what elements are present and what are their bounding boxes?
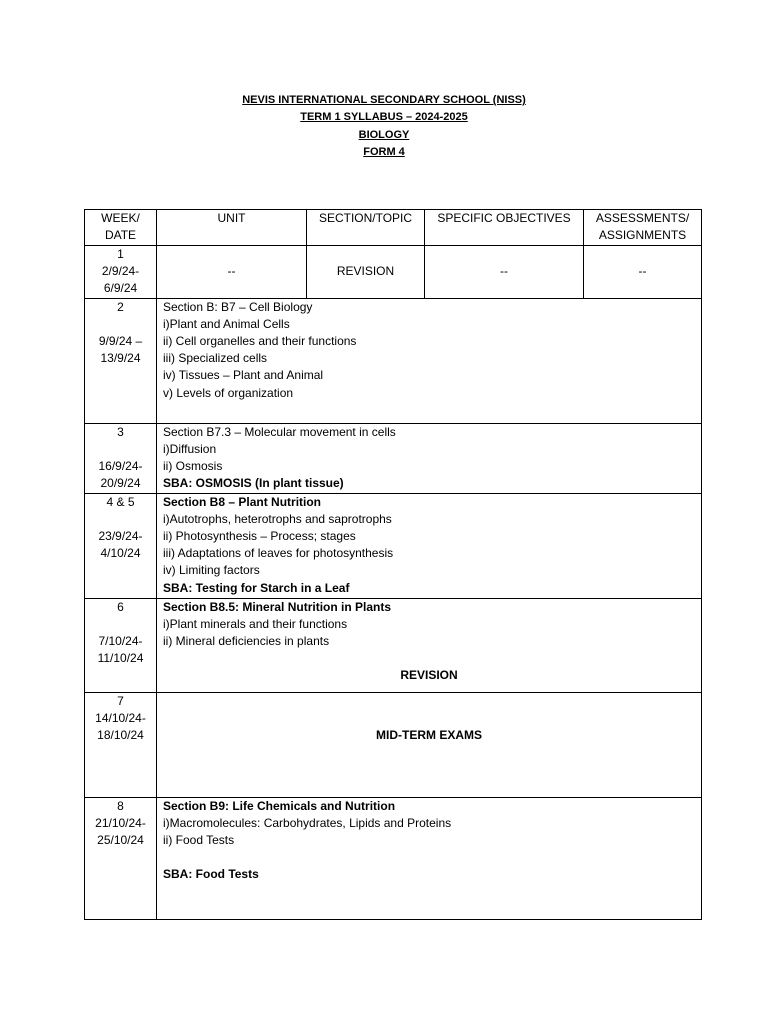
week-date-cell bbox=[85, 692, 157, 797]
week-date-cell bbox=[85, 423, 157, 493]
content-line: ii) Osmosis bbox=[163, 459, 223, 474]
week-dates: 7/10/24- 11/10/24 bbox=[97, 634, 144, 666]
table-row bbox=[85, 598, 702, 692]
content-line: iv) Tissues – Plant and Animal bbox=[163, 368, 324, 383]
content-line: i)Autotrophs, heterotrophs and saprotrophs bbox=[163, 511, 392, 526]
section-heading: Section B7.3 – Molecular movement in cells bbox=[163, 424, 396, 439]
school-name: NEVIS INTERNATIONAL SECONDARY SCHOOL (NISS) bbox=[242, 94, 526, 106]
header-week-date: WEEK/ DATE bbox=[85, 210, 157, 246]
subject: BIOLOGY bbox=[358, 128, 410, 141]
content-line: iii) Specialized cells bbox=[163, 351, 268, 366]
week-dates: 14/10/24- 18/10/24 bbox=[95, 710, 146, 743]
mid-term-exams-note: MID-TERM EXAMS bbox=[376, 727, 482, 742]
term-syllabus: TERM 1 SYLLABUS – 2024-2025 bbox=[300, 111, 468, 124]
header-assessments: ASSESSMENTS/ ASSIGNMENTS bbox=[584, 210, 702, 246]
content-cell bbox=[157, 797, 702, 919]
content-cell bbox=[157, 598, 702, 692]
content-cell bbox=[157, 298, 702, 423]
week-number: 8 bbox=[117, 798, 124, 813]
unit-cell: -- bbox=[157, 246, 307, 299]
header-section-topic: SECTION/TOPIC bbox=[307, 210, 425, 246]
week-dates: 2/9/24- 6/9/24 bbox=[101, 264, 140, 296]
section-heading: Section B9: Life Chemicals and Nutrition bbox=[163, 798, 396, 813]
content-line: ii) Photosynthesis – Process; stages bbox=[163, 529, 356, 544]
week-number: 1 bbox=[117, 247, 124, 261]
content-line: iii) Adaptations of leaves for photosynthesis bbox=[163, 546, 394, 561]
content-cell bbox=[157, 692, 702, 797]
content-line: i)Macromolecules: Carbohydrates, Lipids and Proteins bbox=[163, 815, 452, 830]
table-row bbox=[85, 246, 702, 299]
section-topic-cell: REVISION bbox=[307, 246, 425, 299]
week-dates: 21/10/24- 25/10/24 bbox=[95, 815, 146, 848]
week-number: 6 bbox=[117, 599, 124, 614]
content-line: ii) Mineral deficiencies in plants bbox=[163, 634, 330, 649]
sba-line: SBA: Food Tests bbox=[163, 867, 259, 882]
week-date-cell bbox=[85, 298, 157, 423]
table-header-row bbox=[85, 210, 702, 246]
sba-line: SBA: OSMOSIS (In plant tissue) bbox=[163, 476, 344, 491]
week-number: 2 bbox=[117, 299, 124, 314]
section-heading: Section B8.5: Mineral Nutrition in Plants bbox=[163, 599, 392, 614]
section-heading: Section B8 – Plant Nutrition bbox=[163, 494, 322, 509]
content-line: v) Levels of organization bbox=[163, 385, 294, 400]
table-row bbox=[85, 493, 702, 598]
week-dates: 16/9/24- 20/9/24 bbox=[98, 459, 143, 491]
specific-objectives-cell: -- bbox=[425, 246, 584, 299]
week-date-cell bbox=[85, 493, 157, 598]
document-title bbox=[0, 92, 768, 162]
content-line: ii) Cell organelles and their functions bbox=[163, 334, 357, 349]
sba-line: SBA: Testing for Starch in a Leaf bbox=[163, 580, 350, 595]
week-date-cell bbox=[85, 797, 157, 919]
content-line: i)Diffusion bbox=[163, 441, 217, 456]
table-row bbox=[85, 298, 702, 423]
week-date-cell bbox=[85, 246, 157, 299]
week-number: 7 bbox=[117, 693, 124, 708]
table-row bbox=[85, 423, 702, 493]
header-unit: UNIT bbox=[157, 210, 307, 246]
content-line: i)Plant minerals and their functions bbox=[163, 616, 348, 631]
form-level: FORM 4 bbox=[363, 146, 405, 159]
week-number: 3 bbox=[117, 424, 124, 439]
table-row bbox=[85, 692, 702, 797]
week-date-cell bbox=[85, 598, 157, 692]
content-cell bbox=[157, 493, 702, 598]
revision-note: REVISION bbox=[400, 668, 458, 683]
section-heading: Section B: B7 – Cell Biology bbox=[163, 299, 313, 314]
syllabus-table bbox=[84, 209, 702, 920]
week-number: 4 & 5 bbox=[106, 494, 135, 509]
content-line: i)Plant and Animal Cells bbox=[163, 316, 290, 331]
header-specific-objectives: SPECIFIC OBJECTIVES bbox=[425, 210, 584, 246]
table-row bbox=[85, 797, 702, 919]
week-dates: 9/9/24 – 13/9/24 bbox=[98, 334, 143, 366]
content-cell bbox=[157, 423, 702, 493]
week-dates: 23/9/24- 4/10/24 bbox=[98, 529, 143, 561]
assessments-cell: -- bbox=[584, 246, 702, 299]
content-line: ii) Food Tests bbox=[163, 833, 235, 848]
content-line: iv) Limiting factors bbox=[163, 563, 260, 578]
